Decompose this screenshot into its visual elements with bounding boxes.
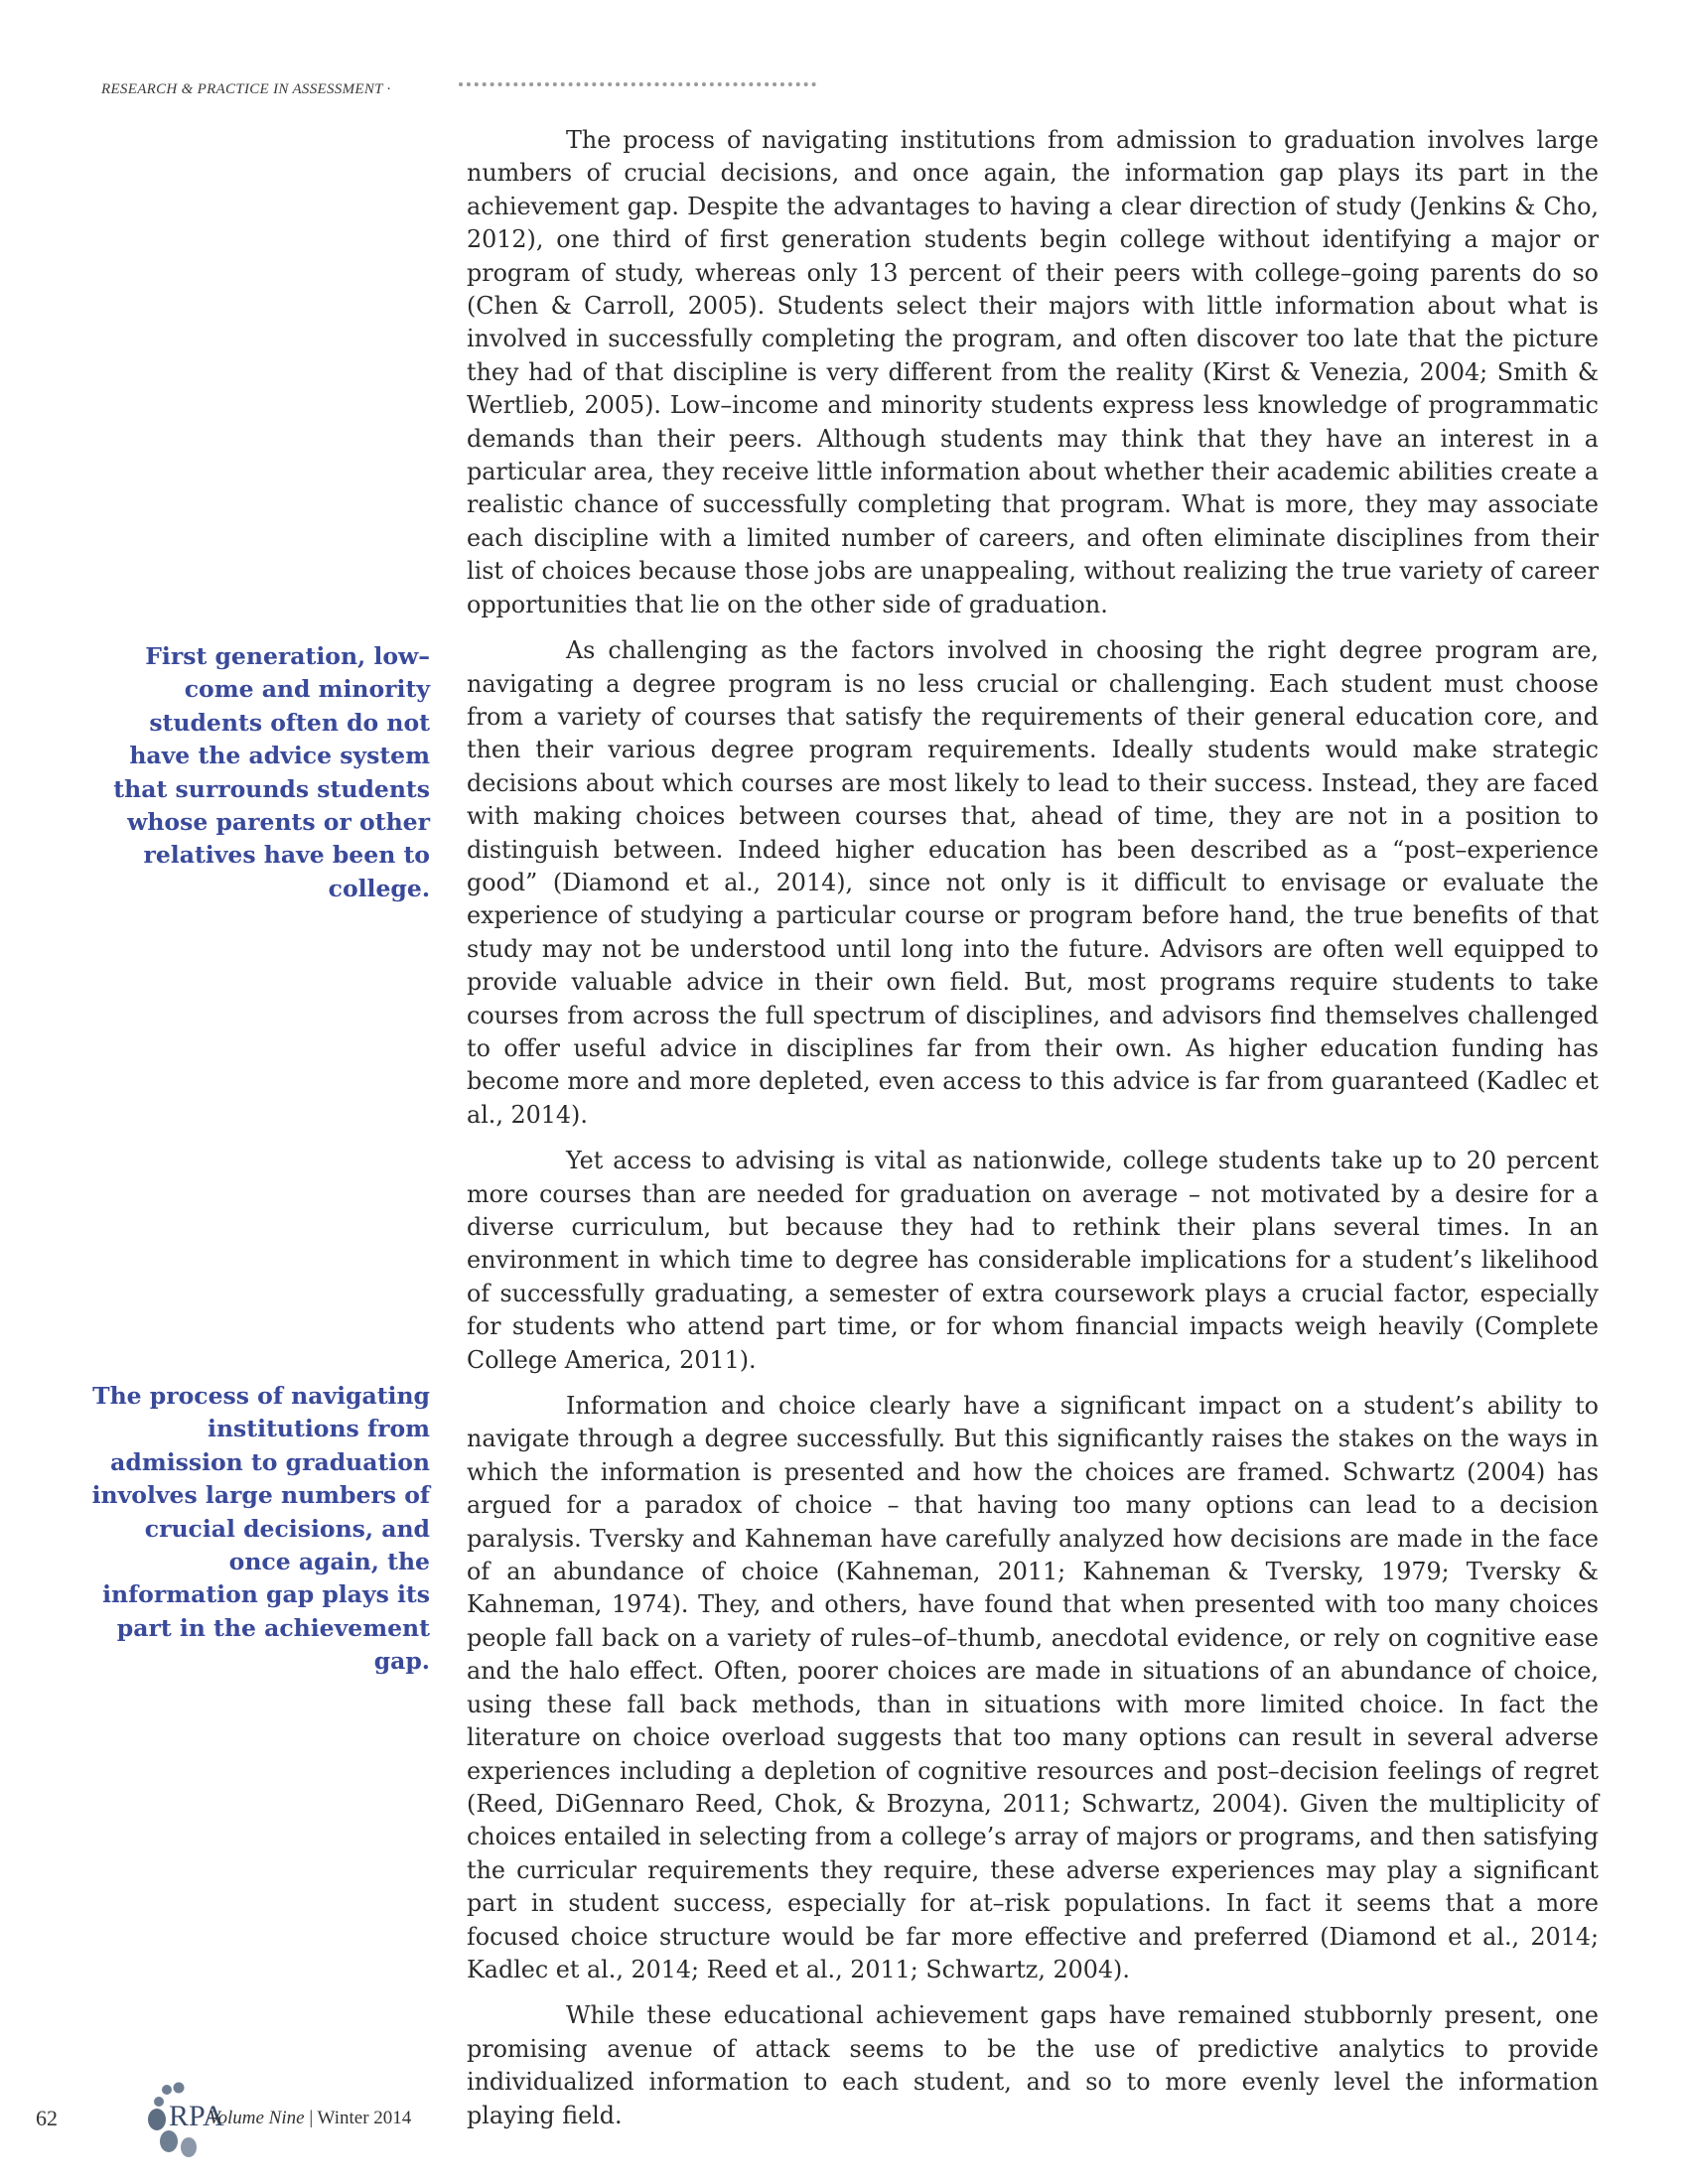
volume-info xyxy=(209,2108,411,2129)
pull-quote-first-generation: First generation, low–come and minority students often do not have the advice system that surrounds students whose parents or other relatives have been to college. xyxy=(113,642,430,902)
pull-quote-navigating-institutions: The process of navigating institutions from admission to graduation involves large numbers of crucial decisions, and once again, the information gap plays its part in the achievement gap. xyxy=(91,1382,430,1676)
body-paragraph: Information and choice clearly have a significant impact on a student’s ability to navigate through a degree successfully. But this significantly raises the stakes on the ways in which the information is presented and how the choices are framed. Schwartz (2004) has argued for a paradox of choice – that having too many options can lead to a decision paralysis. Tversky and Kahneman have carefully analyzed how decisions are made in the face of an abundance of choice (Kahneman, 2011; Kahneman & Tversky, 1979; Tversky & Kahneman, 1974). They, and others, have found that when presented with too many choices people fall back on a variety of rules–of–thumb, anecdotal evidence, or rely on cognitive ease and the halo effect. Often, poorer choices are made in situations of an abundance of choice, using these fall back methods, than in situations with more limited choice. In fact the literature on choice overload suggests that too many options can result in several adverse experiences including a depletion of cognitive resources and post–decision feelings of regret (Reed, DiGennaro Reed, Chok, & Brozyna, 2011; Schwartz, 2004). Given the multiplicity of choices entailed in selecting from a college’s array of majors or programs, and then satisfying the curricular requirements they require, these adverse experiences may play a significant part in student success, especially for at–risk populations. In fact it seems that a more focused choice structure would be far more effective and preferred (Diamond et al., 2014; Kadlec et al., 2014; Reed et al., 2011; Schwartz, 2004). xyxy=(467,1392,1599,1983)
running-head-dotted-rule xyxy=(459,82,816,96)
volume-label: Volume Nine xyxy=(209,2108,305,2128)
article-body xyxy=(467,124,1599,2145)
body-paragraph: Yet access to advising is vital as nationwide, college students take up to 20 percent more courses than are needed for graduation on average – not motivated by a desire for a diverse curriculum, but because they had to rethink their plans several times. In an environment in which time to degree has considerable implications for a student’s likelihood of successfully graduating, a semester of extra coursework plays a crucial factor, especially for students who attend part time, or for whom financial impacts weigh heavily (Complete College America, 2011). xyxy=(467,1147,1599,1374)
body-paragraph: The process of navigating institutions from admission to graduation involves large numbers of crucial decisions, and once again, the information gap plays its part in the achievement gap. Despite the advantages to having a clear direction of study (Jenkins & Cho, 2012), one third of first generation students begin college without identifying a major or program of study, whereas only 13 percent of their peers with college–going parents do so (Chen & Carroll, 2005). Students select their majors with little information about what is involved in successfully completing the program, and often discover too late that the picture they had of that discipline is very different from the reality (Kirst & Venezia, 2004; Smith & Wertlieb, 2005). Low–income and minority students express less knowledge of programmatic demands than their peers. Although students may think that they have an interest in a particular area, they receive little information about whether their academic abilities create a realistic chance of successfully completing that program. What is more, they may associate each discipline with a limited number of careers, and often eliminate disciplines from their list of choices because those jobs are unappealing, without realizing the true variety of career opportunities that lie on the other side of graduation. xyxy=(467,126,1599,618)
page-number: 62 xyxy=(36,2106,58,2130)
body-paragraph: As challenging as the factors involved in choosing the right degree program are, navigating a degree program is no less crucial or challenging. Each student must choose from a variety of courses that satisfy the requirements of their general education core, and then their various degree program requirements. Ideally students would make strategic decisions about which courses are most likely to lead to their success. Instead, they are faced with making choices between courses that, ahead of time, they are not in a position to distinguish between. Indeed higher education has been described as a “post–experience good” (Diamond et al., 2014), since not only is it difficult to envisage or evaluate the experience of studying a particular course or program before hand, the true benefits of that study may not be understood until long into the future. Advisors are often well equipped to provide valuable advice in their own field. But, most programs require students to take courses from across the full spectrum of disciplines, and advisors find themselves challenged to offer useful advice in disciplines far from their own. As higher education funding has become more and more depleted, even access to this advice is far from guaranteed (Kadlec et al., 2014). xyxy=(467,636,1599,1129)
body-paragraph: While these educational achievement gaps have remained stubbornly present, one promising avenue of attack seems to be the use of predictive analytics to provide individualized information to each student, and so to more evenly level the information playing field. xyxy=(467,2001,1599,2129)
running-head: RESEARCH & PRACTICE IN ASSESSMENT · xyxy=(101,81,391,97)
page-footer xyxy=(36,2080,453,2159)
footer-separator: | xyxy=(304,2108,318,2128)
issue-label: Winter 2014 xyxy=(317,2108,412,2128)
svg-text:RPA: RPA xyxy=(169,2100,224,2132)
